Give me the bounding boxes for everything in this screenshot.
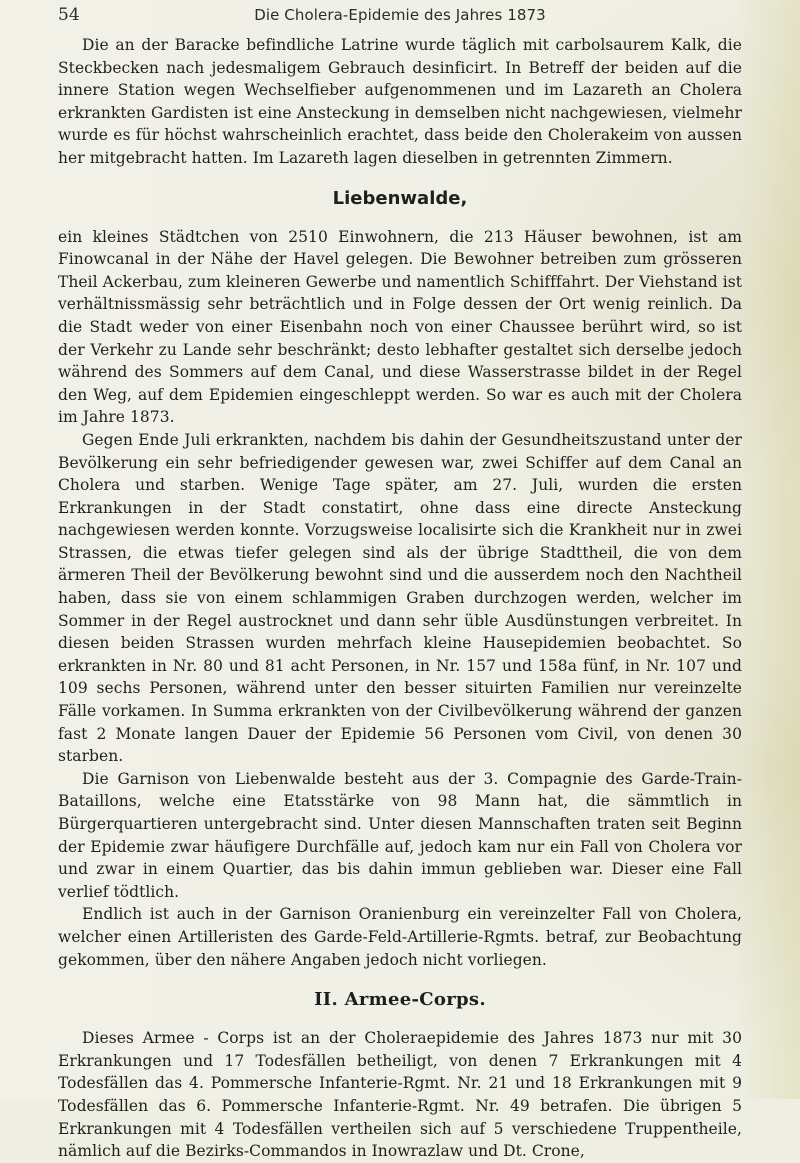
section-title-liebenwalde: Liebenwalde, [332,187,468,209]
paragraph-oranienburg: Endlich ist auch in der Garnison Oranienburg ein vereinzelter Fall von Cholera, welcher einen Artilleristen des Garde-Feld-Artillerie-Rgmts. betraf, zur Beobachtung gekommen, über den nähere Angaben jedoch nicht vorliegen. [58,905,742,969]
paragraph-liebenwalde-epidemic: Gegen Ende Juli erkrankten, nachdem bis dahin der Gesundheitszustand unter der Bevölkerung ein sehr befriedigender gewesen war, zwei Schiffer auf dem Canal an Cholera und starben. Wenige Tage später, am 27. Juli, wurden die ersten Erkrankungen in der Stadt constatirt, ohne dass eine directe Ansteckung nachgewiesen werden konnte. Vorzugsweise localisirte sich die Krankheit nur in zwei Strassen, die etwas tiefer gelegen sind als der übrige Stadttheil, die von dem ärmeren Theil der Bevölkerung bewohnt sind und die ausserdem noch den Nachtheil haben, dass sie von einem schlammigen Graben durchzogen werden, welcher im Sommer in der Regel austrocknet und dann sehr üble Ausdünstungen verbreitet. In diesen beiden Strassen wurden mehrfach kleine Hausepidemien beobachtet. So erkrankten in Nr. 80 und 81 acht Personen, in Nr. 157 und 158a fünf, in Nr. 107 und 109 sechs Personen, während unter den besser situirten Familien nur vereinzelte Fälle vorkamen. In Summa erkrankten von der Civilbevölkerung während der ganzen fast 2 Monate langen Dauer der Epidemie 56 Personen vom Civil, von denen 30 starben. [58,430,742,766]
section-title-armee-corps: II. Armee-Corps. [314,989,486,1011]
paragraph-liebenwalde-garrison: Die Garnison von Liebenwalde besteht aus der 3. Compagnie des Garde-Train-Bataillons, welche eine Etatsstärke von 98 Mann hat, die sämmtlich in Bürgerquartieren untergebracht sind. Unter diesen Mannschaften traten seit Beginn der Epidemie zwar häufigere Durchfälle auf, jedoch kam nur ein Fall von Cholera vor und zwar in einem Quartier, das bis dahin immun geblieben war. Dieser eine Fall verlief tödtlich. [58,769,742,901]
running-title: Die Cholera-Epidemie des Jahres 1873 [254,6,546,24]
running-head [58,6,742,30]
page-content [58,34,742,1163]
paragraph-liebenwalde-intro: ein kleines Städtchen von 2510 Einwohnern, die 213 Häuser bewohnen, ist am Finowcanal in der Nähe der Havel gelegen. Die Bewohner betreiben zum grösseren Theil Ackerbau, zum kleineren Gewerbe und namentlich Schifffahrt. Der Viehstand ist verhältnissmässig sehr beträchtlich und in Folge dessen der Ort wenig reinlich. Da die Stadt weder von einer Eisenbahn noch von einer Chaussee berührt wird, so ist der Verkehr zu Lande sehr beschränkt; desto lebhafter gestaltet sich derselbe jedoch während des Sommers auf dem Canal, und diese Wasserstrasse bildet in der Regel den Weg, auf dem Epidemien eingeschleppt werden. So war es auch mit der Cholera im Jahre 1873. [58,227,742,427]
paragraph-armee-corps: Dieses Armee - Corps ist an der Choleraepidemie des Jahres 1873 nur mit 30 Erkrankungen und 17 Todesfällen betheiligt, von denen 7 Erkrankungen mit 4 Todesfällen das 4. Pommersche Infanterie-Rgmt. Nr. 21 und 18 Erkrankungen mit 9 Todesfällen das 6. Pommersche Infanterie-Rgmt. Nr. 49 betrafen. Die übrigen 5 Erkrankungen mit 4 Todesfällen vertheilen sich auf 5 verschiedene Truppentheile, nämlich auf die Bezirks-Commandos in Inowrazlaw und Dt. Crone, [58,1029,742,1161]
paragraph-latrine: Die an der Baracke befindliche Latrine wurde täglich mit carbolsaurem Kalk, die Steckbecken nach jedesmaligem Gebrauch desinficirt. In Betreff der beiden auf die innere Station wegen Wechselfieber aufgenommenen und im Lazareth an Cholera erkrankten Gardisten ist eine Ansteckung in demselben nicht nachgewiesen, vielmehr wurde es für höchst wahrscheinlich erachtet, dass beide den Cholerakeim von aussen her mitgebracht hatten. Im Lazareth lagen dieselben in getrennten Zimmern. [58,36,742,167]
page-number: 54 [58,5,80,25]
